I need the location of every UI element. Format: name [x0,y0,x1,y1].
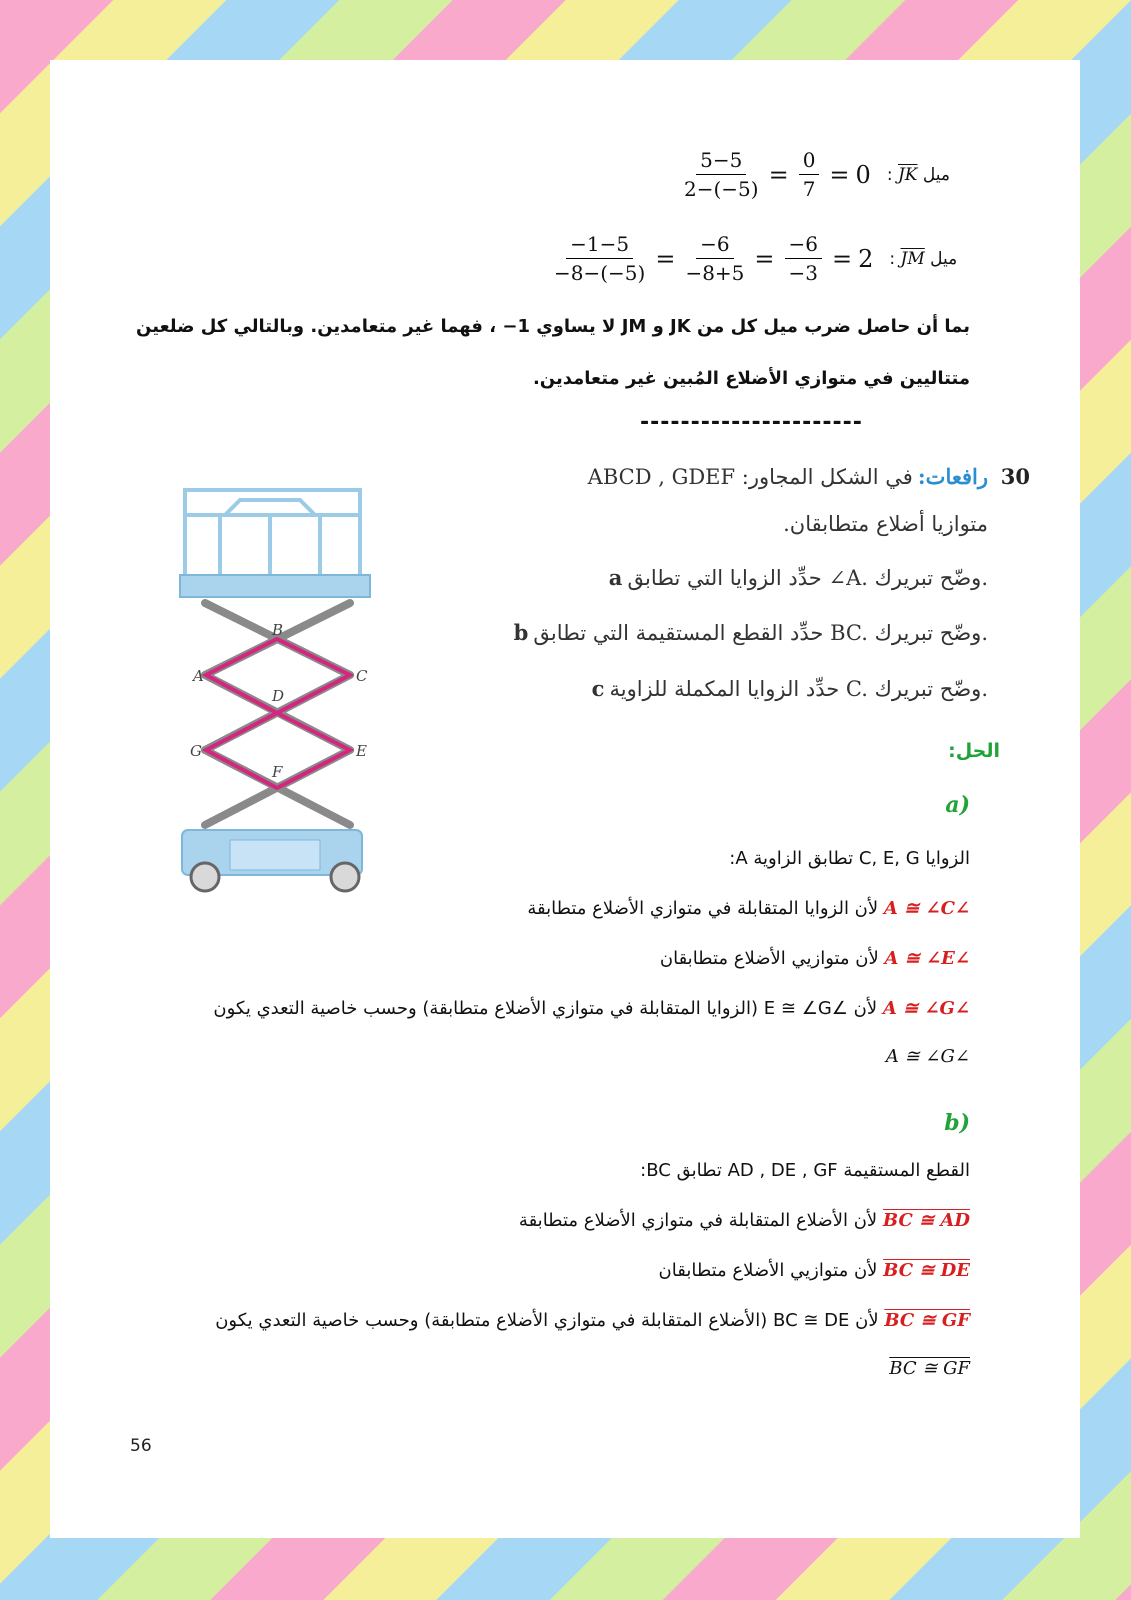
solution-heading: الحل: [948,740,1000,762]
label-c: C [356,667,368,685]
numerator: 5−5 [696,148,746,175]
conclusion-line-2: متتاليين في متوازي الأضلاع المُبين غير متعامدين. [532,368,970,389]
slope-jm-result: 2 [858,244,874,273]
page [50,60,1080,1538]
problem-intro-line-1 [468,464,988,489]
divider: ---------------------- [640,410,863,435]
slope-jm-fraction-2 [685,232,744,285]
part-b-label: b [513,620,529,645]
part-c-text: حدِّد الزوايا المكملة للزاوية C. وضّح تبريرك. [609,677,988,701]
slope-jm-fraction-3 [785,232,822,285]
label-g: G [190,742,202,760]
statement-reason: لأن الزوايا المتقابلة في متوازي الأضلاع متطابقة [527,898,879,919]
slope-jk-fraction-1 [684,148,759,201]
part-a-reason-3 [213,998,970,1019]
numerator: −6 [785,232,822,259]
part-b-reason-3-cont: BC ≅ GF [889,1358,970,1379]
denominator: −3 [788,261,818,285]
label-b: B [272,621,284,639]
part-a-reason-2 [660,948,970,969]
part-a-text: حدِّد الزوايا التي تطابق ∠A. وضّح تبريرك. [627,566,988,590]
part-a-reason-3-cont: ∠A ≅ ∠G [885,1046,970,1067]
slope-jk-fraction-2 [799,148,820,201]
slope-jk-result: 0 [855,160,871,189]
numerator: −1−5 [566,232,633,259]
denominator: 2−(−5) [684,177,759,201]
problem-part-b [514,620,988,645]
part-a-solution-label: a) [945,792,970,818]
slope-jm-fraction-1 [554,232,645,285]
denominator: −8−(−5) [554,261,646,285]
numerator: −6 [696,232,733,259]
statement-reason: لأن BC ≅ DE (الأضلاع المتقابلة في متوازي الأضلاع متطابقة) وحسب خاصية التعدي يكون [215,1310,879,1331]
label-d: D [272,687,285,705]
part-b-solution-label: b) [944,1110,970,1136]
page-number: 56 [130,1436,152,1456]
part-a-reason-1 [527,898,970,919]
problem-intro-1: في الشكل المجاور: ABCD , GDEF [587,465,913,489]
numerator: 0 [799,148,820,175]
label-f: F [272,763,283,781]
part-b-intro: القطع المستقيمة AD , DE , GF تطابق BC: [640,1160,970,1181]
statement-math: BC ≅ AD [882,1210,970,1231]
problem-intro-2: متوازيا أضلاع متطابقان. [783,512,988,536]
statement-reason: لأن متوازيي الأضلاع متطابقان [659,948,879,969]
conclusion-line-1: بما أن حاصل ضرب ميل كل من JK و JM لا يساوي 1− ، فهما غير متعامدين. وبالتالي كل ضلعين [136,316,970,337]
wheel [191,863,219,891]
wheel [331,863,359,891]
denominator: −8+5 [685,261,745,285]
scissor-lift-figure [170,475,390,895]
statement-reason: لأن متوازيي الأضلاع متطابقان [658,1260,878,1281]
label-a: A [193,667,204,685]
statement-math: BC ≅ DE [883,1260,970,1281]
vector-jk: $\overline{JK}$ [897,164,918,185]
part-b-reason-1 [519,1210,970,1231]
part-a-intro: الزوايا C, E, G تطابق الزاوية A: [729,848,970,869]
lift-base-panel [230,840,320,870]
statement-math: ∠A ≅ ∠E [884,948,970,969]
part-b-reason-3 [215,1310,970,1331]
part-c-label: c [591,676,605,701]
label-e: E [356,742,367,760]
slope-label: ميل [930,248,958,269]
denominator: 7 [802,177,816,201]
part-b-text: حدِّد القطع المستقيمة التي تطابق BC. وضّح تبريرك. [533,621,988,645]
part-a-label: a [608,565,623,590]
problem-part-a [609,565,988,590]
slope-jm-equation: $\frac{-1-5}{-8-(-5)}$ = $\frac{-6}{-8+5}$ = $\frac{-6}{-3}$ = 2 : $\overline{JM}$ ميل [554,232,958,285]
statement-math: ∠A ≅ ∠C [883,898,970,919]
problem-title: رافعات: [917,464,988,489]
platform-base [180,575,370,597]
statement-reason: لأن الأضلاع المتقابلة في متوازي الأضلاع متطابقة [518,1210,878,1231]
slope-jk-equation: $\frac{5-5}{2-(-5)}$ = $\frac{0}{7}$ = 0 : $\overline{JK}$ ميل [684,148,950,201]
platform-rail [185,490,360,580]
part-b-reason-2 [659,1260,970,1281]
statement-math: ∠A ≅ ∠G [882,998,970,1019]
problem-part-c [592,676,988,701]
statement-math: BC ≅ GF [884,1310,970,1331]
statement-reason: لأن ∠E ≅ ∠G (الزوايا المتقابلة في متوازي الأضلاع متطابقة) وحسب خاصية التعدي يكون [213,998,878,1019]
slope-label: ميل [922,164,950,185]
vector-jm: $\overline{JM}$ [900,248,925,269]
problem-number: 30 [1000,464,1030,489]
